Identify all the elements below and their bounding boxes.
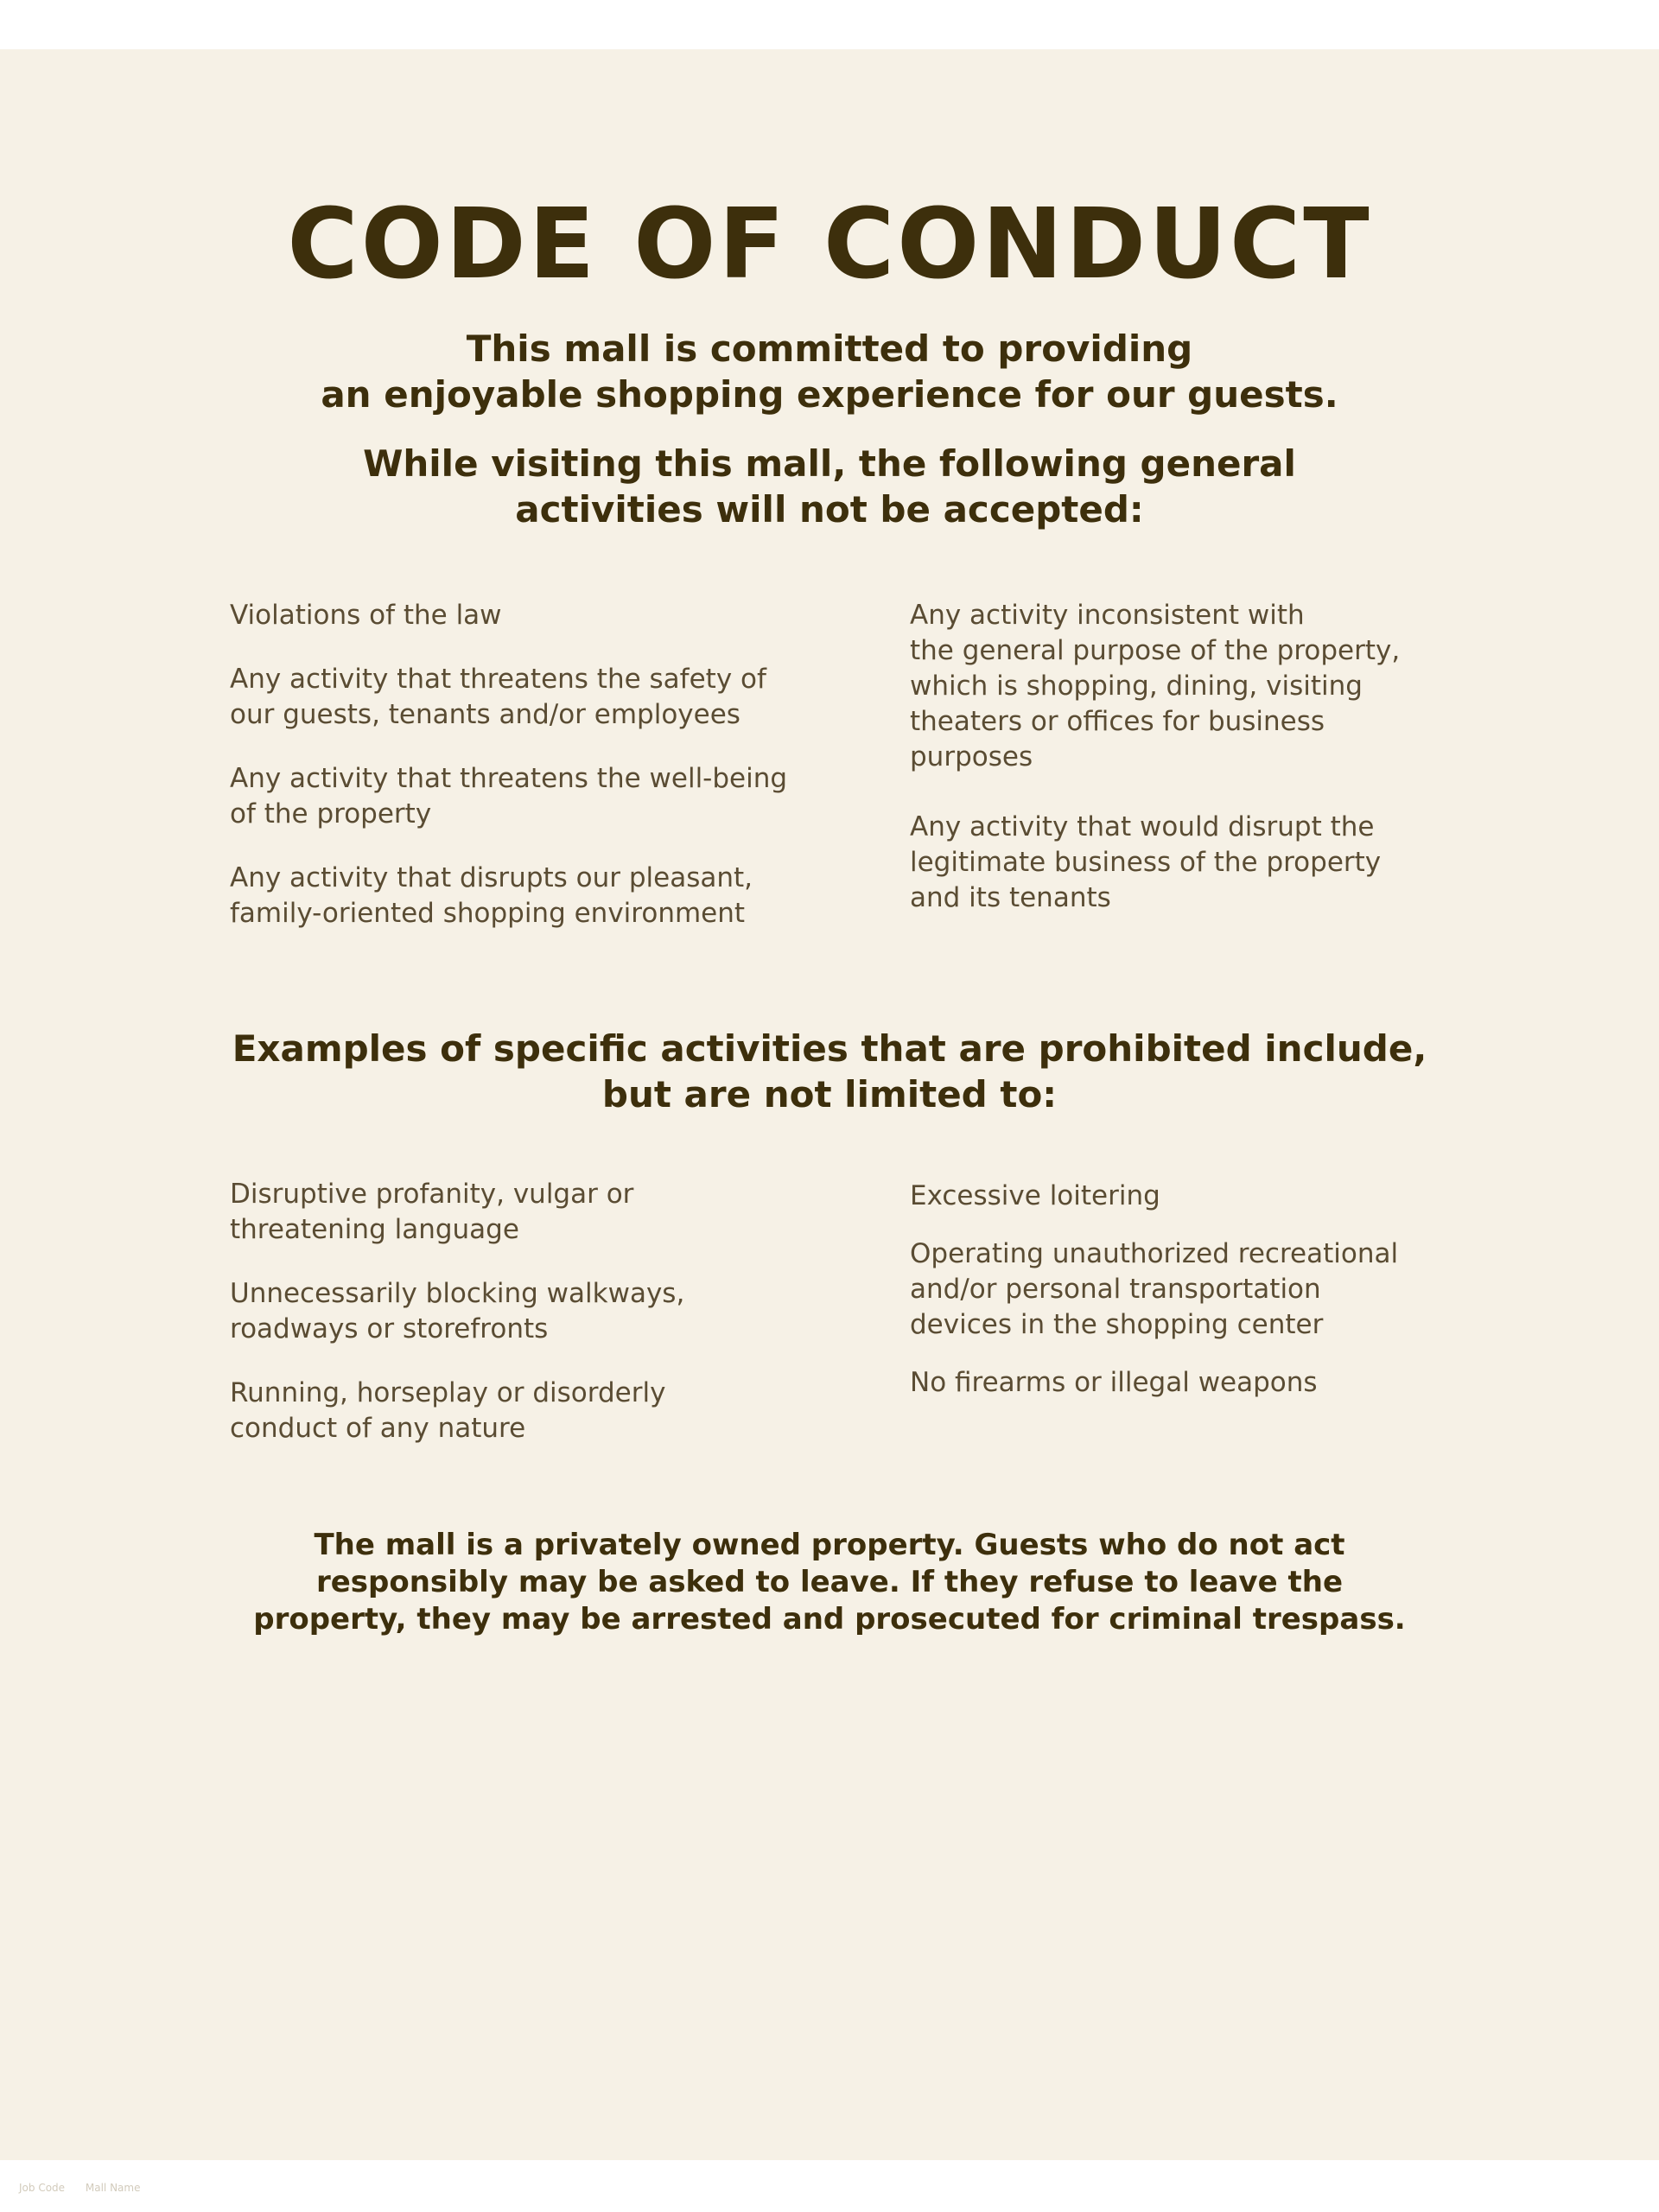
list-item-line: theaters or offices for business [910, 706, 1325, 737]
code-of-conduct-poster [0, 49, 1659, 2194]
closing-line: The mall is a privately owned property. Guests who do not act [314, 1528, 1345, 1562]
list-item-line: Any activity inconsistent with [910, 600, 1305, 631]
examples-right-column [910, 1179, 1497, 1423]
list-item-line: Running, horseplay or disorderly [230, 1377, 666, 1408]
general-heading-line: While visiting this mall, the following general [363, 442, 1296, 485]
list-item-line: roadways or storefronts [230, 1313, 549, 1344]
list-item-line: of the property [230, 798, 432, 830]
job-code-label: Job Code [19, 2182, 66, 2194]
commitment-line: This mall is committed to providing [466, 327, 1193, 370]
list-item-line: family-oriented shopping environment [230, 898, 746, 929]
closing-line: responsibly may be asked to leave. If they refuse to leave the [315, 1565, 1344, 1599]
list-item-line: Any activity that threatens the safety of [230, 664, 766, 695]
list-item [230, 1276, 817, 1347]
list-item-line: the general purpose of the property, [910, 635, 1401, 666]
list-item [910, 1365, 1497, 1401]
page-title: CODE OF CONDUCT [287, 188, 1372, 301]
general-activities-right-column [910, 598, 1497, 950]
list-item-line: Disruptive profanity, vulgar or [230, 1179, 634, 1210]
list-item-line: our guests, tenants and/or employees [230, 699, 741, 730]
closing-statement [0, 1527, 1659, 1638]
list-item [910, 1236, 1497, 1343]
general-activities-left-column [230, 598, 817, 960]
list-item-line: legitimate business of the property [910, 847, 1382, 878]
examples-left-column [230, 1177, 817, 1475]
list-item [230, 662, 817, 733]
commitment-statement [0, 326, 1659, 417]
list-item-line: Violations of the law [230, 600, 502, 631]
list-item [230, 761, 817, 832]
examples-heading-line: but are not limited to: [601, 1073, 1058, 1116]
list-item [910, 598, 1497, 775]
list-item [230, 861, 817, 931]
list-item-line: Any activity that threatens the well-being [230, 763, 788, 794]
list-item-line: Excessive loitering [910, 1180, 1160, 1211]
list-item-line: Any activity that would disrupt the [910, 811, 1375, 842]
general-activities-heading [0, 441, 1659, 532]
closing-line: property, they may be arrested and prosecuted for criminal trespass. [253, 1602, 1406, 1637]
list-item-line: threatening language [230, 1214, 519, 1245]
list-item-line: which is shopping, dining, visiting [910, 671, 1363, 702]
list-item-line: No firearms or illegal weapons [910, 1367, 1318, 1398]
list-item [910, 1179, 1497, 1214]
list-item [230, 1376, 817, 1446]
list-item [230, 1177, 817, 1248]
list-item-line: devices in the shopping center [910, 1309, 1324, 1340]
list-item [230, 598, 817, 633]
general-heading-line: activities will not be accepted: [515, 488, 1144, 531]
commitment-line: an enjoyable shopping experience for our guests. [321, 373, 1338, 416]
list-item-line: and/or personal transportation [910, 1274, 1321, 1305]
list-item-line: Unnecessarily blocking walkways, [230, 1278, 685, 1309]
examples-heading [0, 1026, 1659, 1117]
footer [19, 2182, 157, 2194]
list-item-line: and its tenants [910, 882, 1111, 913]
examples-heading-line: Examples of specific activities that are prohibited include, [232, 1027, 1427, 1070]
list-item-line: conduct of any nature [230, 1413, 526, 1444]
mall-name-label: Mall Name [85, 2182, 141, 2194]
list-item-line: Any activity that disrupts our pleasant, [230, 862, 753, 893]
list-item-line: Operating unauthorized recreational [910, 1238, 1399, 1269]
list-item-line: purposes [910, 741, 1033, 772]
list-item [910, 810, 1497, 916]
